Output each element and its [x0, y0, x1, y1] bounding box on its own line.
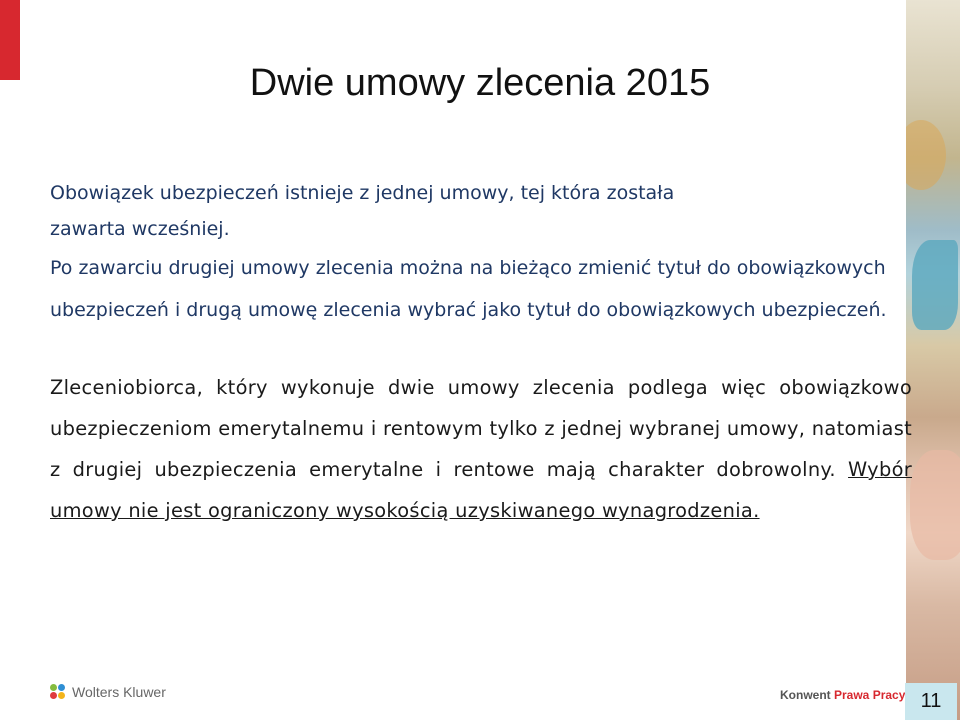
konwent-logo: [780, 688, 905, 702]
konwent-logo-word2: Prawa Pracy: [834, 688, 906, 702]
konwent-logo-word1: Konwent: [780, 688, 834, 702]
paragraph-3-text: Zleceniobiorca, który wykonuje dwie umowy zlecenia podlega więc obowiązkowo ubezpieczeniom emerytalnemu i rentowym tylko z jednej wybranej umowy, natomiast z drugiej ubezpieczenia emerytalne i rentowe mają charakter dobrowolny.: [50, 376, 912, 481]
slide-content: [50, 175, 912, 531]
paragraph-1-line-2: zawarta wcześniej.: [50, 218, 230, 240]
wolters-kluwer-logo: [50, 684, 166, 700]
wolters-kluwer-logo-text: Wolters Kluwer: [72, 684, 166, 700]
paragraph-2: Po zawarciu drugiej umowy zlecenia można na bieżąco zmienić tytuł do obowiązkowych ubezpieczeń i drugą umowę zlecenia wybrać jako tytuł do obowiązkowych ubezpieczeń.: [50, 257, 887, 321]
wolters-kluwer-logo-icon: [50, 684, 66, 700]
page-number: 11: [905, 683, 957, 720]
decorative-photo-strip: [906, 0, 960, 720]
paragraph-3-underlined: Wybór umowy nie jest ograniczony wysokością uzyskiwanego wynagrodzenia.: [50, 458, 912, 522]
paragraph-1: [50, 175, 912, 247]
paragraph-3: [50, 367, 912, 531]
paragraph-1-line-1: Obowiązek ubezpieczeń istnieje z jednej umowy, tej która została: [50, 182, 675, 204]
slide-title: Dwie umowy zlecenia 2015: [249, 62, 711, 104]
